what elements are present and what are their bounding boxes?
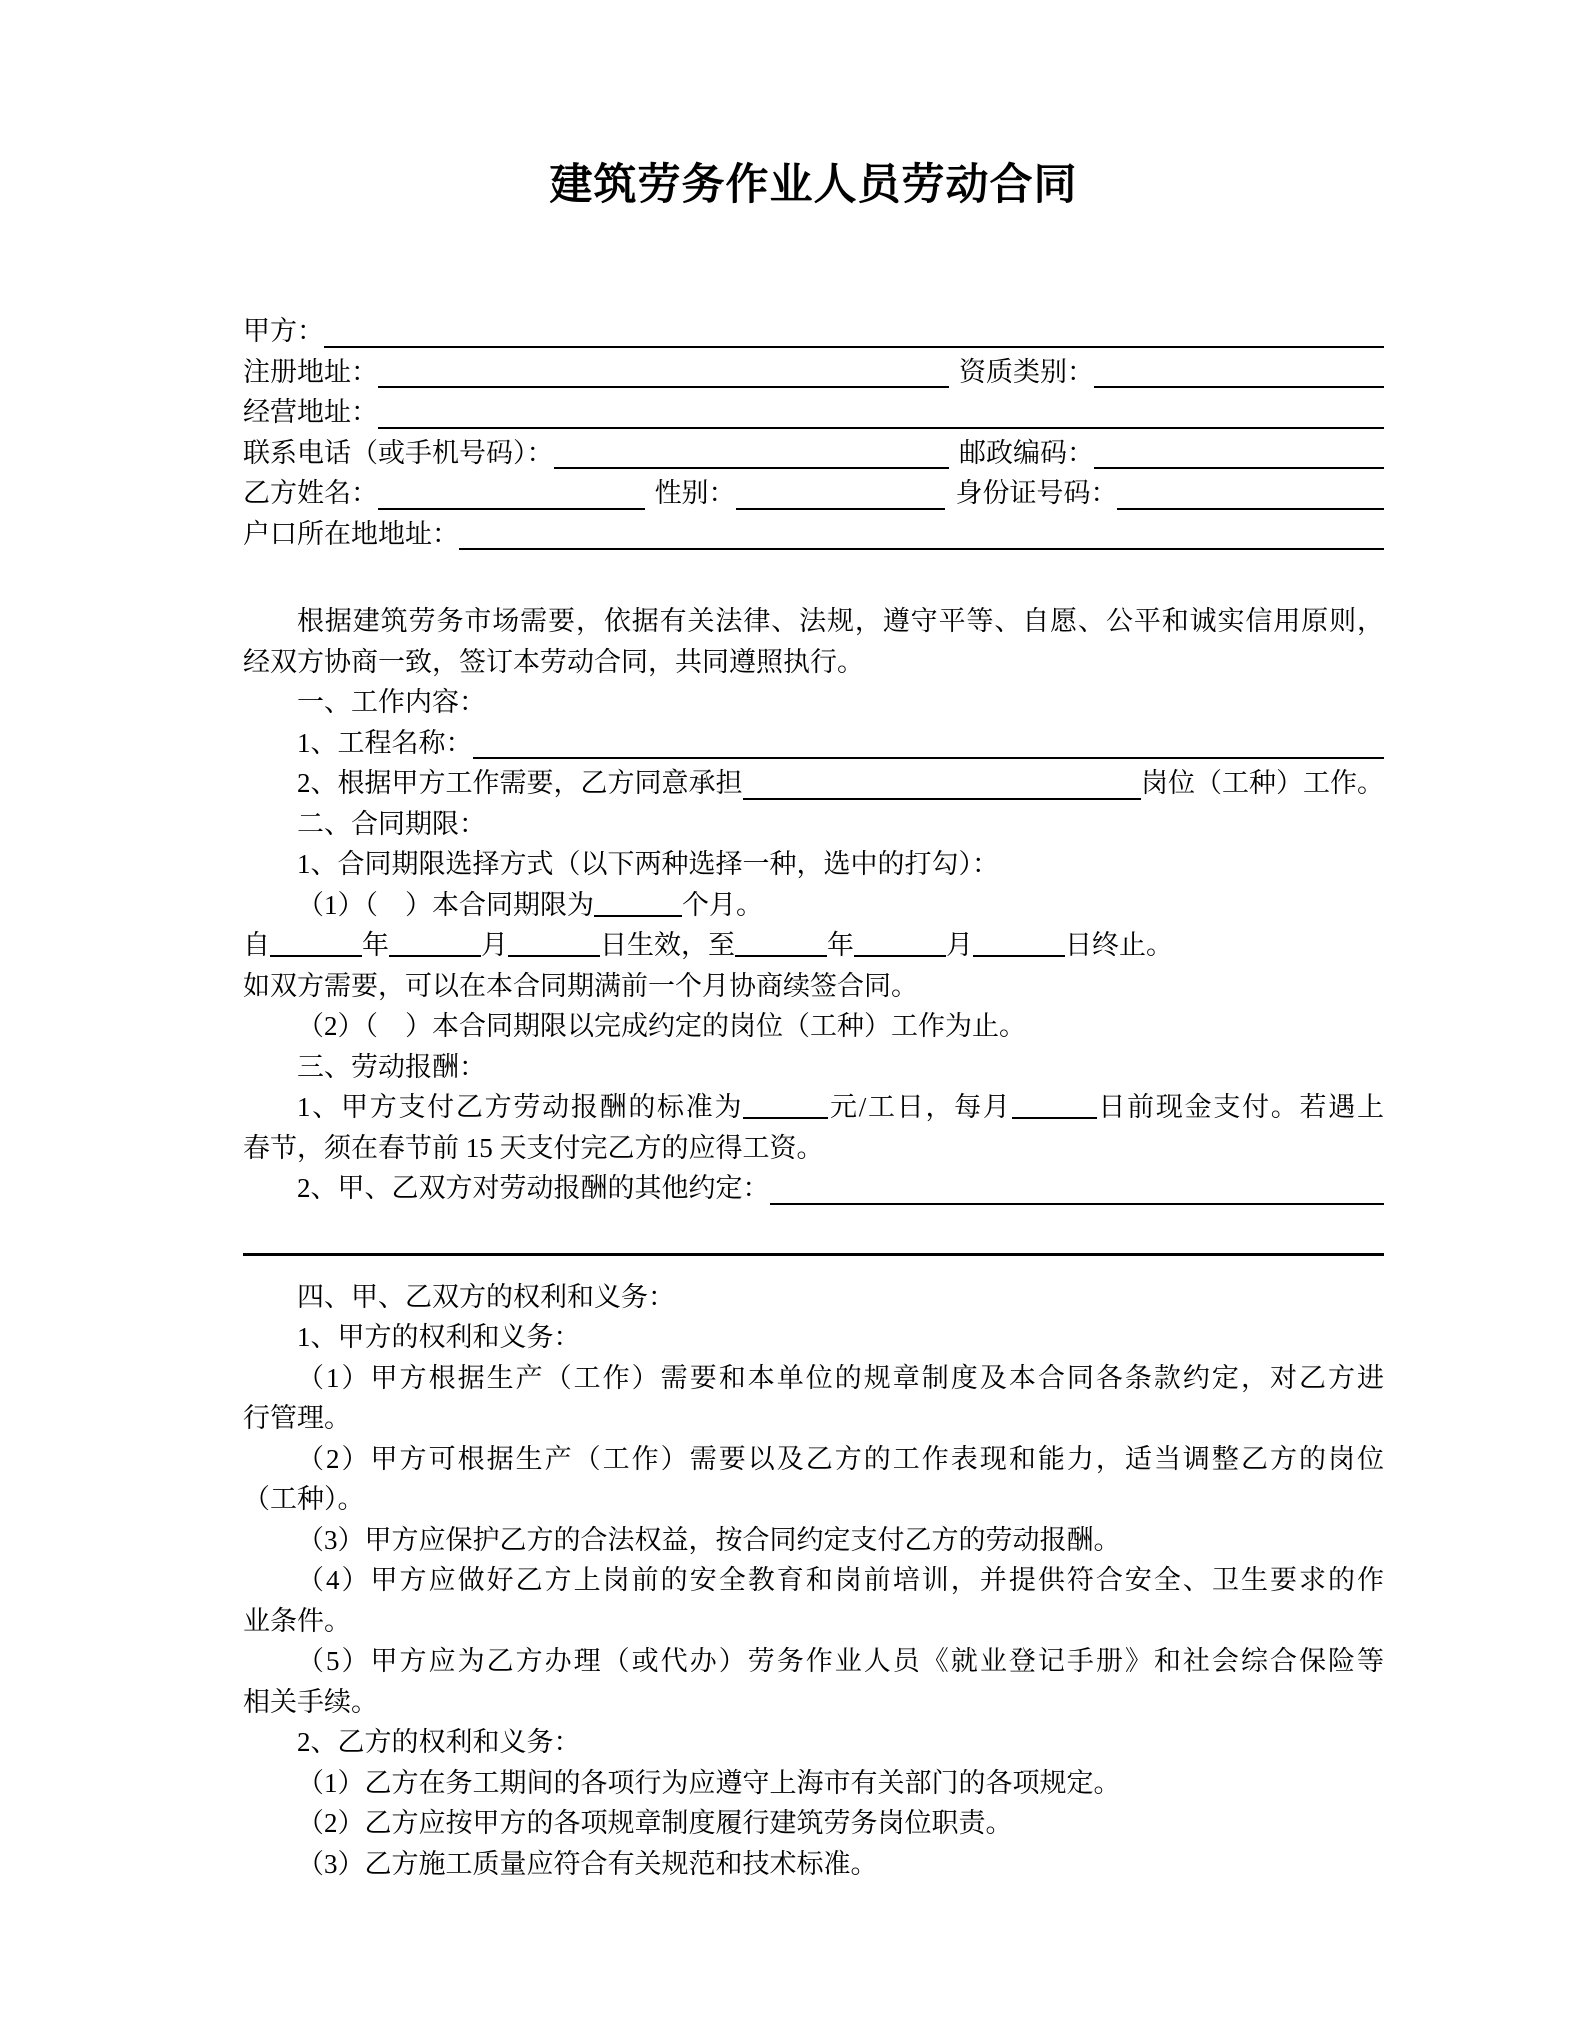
page-separator-line: [243, 1253, 1384, 1256]
other-agreement-blank-line: [770, 1203, 1385, 1205]
household-address-label: 户口所在地地址：: [243, 518, 459, 549]
id-number-blank-line: [1117, 508, 1384, 510]
term-option1-row: [243, 885, 1384, 926]
preamble-line-2: 经双方协商一致，签订本劳动合同，共同遵照执行。: [243, 646, 864, 677]
other-agreement-row: [243, 1168, 1384, 1209]
term-option1-pre: （1）（ ）本合同期限为: [297, 889, 594, 920]
validity-effective-label: 日生效，至: [600, 930, 735, 960]
party-a-duty-4-line-1: （4）甲方应做好乙方上岗前的安全教育和岗前培训，并提供符合安全、卫生要求的作: [297, 1565, 1384, 1595]
position-clause-post: 岗位（工种）工作。: [1141, 768, 1384, 798]
party-b-name-label: 乙方姓名：: [243, 478, 378, 508]
registered-address-label: 注册地址：: [243, 356, 378, 387]
term-choice-clause: 1、合同期限选择方式（以下两种选择一种，选中的打勾）：: [297, 849, 999, 879]
validity-month-label-1: 月: [481, 930, 508, 960]
party-b-duty-3: （3）乙方施工质量应符合有关规范和技术标准。: [297, 1848, 878, 1879]
contract-body: [243, 601, 1384, 1884]
party-b-duties-heading: 2、乙方的权利和义务：: [297, 1727, 581, 1757]
end-year-blank-line: [735, 953, 827, 957]
qualification-blank-line: [1094, 386, 1384, 388]
start-day-blank-line: [508, 953, 600, 957]
section2-heading: 二、合同期限：: [297, 808, 486, 839]
party-a-duty-1-line-1: （1）甲方根据生产（工作）需要和本单位的规章制度及本合同各条款约定，对乙方进: [297, 1362, 1384, 1393]
phone-label: 联系电话（或手机号码）：: [243, 437, 554, 468]
project-name-blank-line: [473, 757, 1385, 759]
position-blank-line: [743, 798, 1142, 800]
household-address-blank-line: [459, 548, 1384, 550]
business-address-row: [243, 392, 1384, 433]
party-a-duty-2-line-2: （工种）。: [243, 1484, 365, 1514]
end-month-blank-line: [854, 953, 946, 957]
party-a-blank-line: [324, 346, 1384, 348]
party-a-duty-4-line-2: 业条件。: [243, 1605, 351, 1636]
pay-day-blank-line: [1012, 1115, 1097, 1119]
term-validity-row: [243, 925, 1384, 966]
business-address-blank-line: [378, 427, 1384, 429]
validity-month-label-2: 月: [946, 930, 973, 960]
phone-row: [243, 433, 1384, 474]
party-a-duty-2-line-1: （2）甲方可根据生产（工作）需要以及乙方的工作表现和能力，适当调整乙方的岗位: [297, 1443, 1384, 1474]
id-number-label: 身份证号码：: [955, 478, 1118, 508]
start-month-blank-line: [389, 953, 481, 957]
section3-heading: 三、劳动报酬：: [297, 1051, 486, 1082]
salary-clause-mid: 元/工日，每月: [828, 1092, 1012, 1122]
postal-code-blank-line: [1094, 467, 1384, 469]
party-b-name-blank-line: [378, 508, 645, 510]
phone-blank-line: [554, 467, 950, 469]
contract-title: 建筑劳务作业人员劳动合同: [549, 162, 1078, 209]
salary-clause-pre: 1、甲方支付乙方劳动报酬的标准为: [297, 1092, 744, 1122]
salary-clause-line-2: 春节，须在春节前 15 天支付完乙方的应得工资。: [243, 1132, 824, 1163]
other-agreement-label: 2、甲、乙双方对劳动报酬的其他约定：: [297, 1173, 770, 1203]
validity-from-label: 自: [243, 930, 270, 960]
party-a-duty-5-line-1: （5）甲方应为乙方办理（或代办）劳务作业人员《就业登记手册》和社会综合保险等: [297, 1646, 1384, 1676]
party-a-duties-heading: 1、甲方的权利和义务：: [297, 1322, 581, 1352]
section1-heading: 一、工作内容：: [297, 687, 486, 717]
qualification-label: 资质类别：: [959, 356, 1094, 387]
salary-clause-line-1: [243, 1087, 1384, 1128]
validity-terminate-label: 日终止。: [1065, 930, 1173, 960]
section4-heading: 四、甲、乙双方的权利和义务：: [297, 1281, 675, 1312]
party-info-section: [243, 311, 1384, 554]
household-address-row: [243, 514, 1384, 555]
party-a-duty-3: （3）甲方应保护乙方的合法权益，按合同约定支付乙方的劳动报酬。: [297, 1524, 1121, 1555]
party-a-row: [243, 311, 1384, 352]
business-address-label: 经营地址：: [243, 397, 378, 427]
term-option1-post: 个月。: [682, 889, 763, 920]
party-a-duty-1-line-2: 行管理。: [243, 1403, 351, 1433]
postal-code-label: 邮政编码：: [959, 437, 1094, 468]
registered-address-blank-line: [378, 386, 949, 388]
renewal-clause: 如双方需要，可以在本合同期满前一个月协商续签合同。: [243, 970, 918, 1001]
party-a-duty-5-line-2: 相关手续。: [243, 1686, 378, 1717]
salary-amount-blank-line: [743, 1115, 828, 1119]
registered-address-row: [243, 352, 1384, 393]
project-name-label: 1、工程名称：: [297, 727, 473, 758]
position-clause-pre: 2、根据甲方工作需要，乙方同意承担: [297, 768, 743, 798]
position-row: [243, 763, 1384, 804]
party-b-duty-2: （2）乙方应按甲方的各项规章制度履行建筑劳务岗位职责。: [297, 1808, 1013, 1838]
validity-year-label-2: 年: [827, 930, 854, 960]
gender-blank-line: [736, 508, 946, 510]
start-year-blank-line: [270, 953, 362, 957]
term-option2-row: （2）（ ）本合同期限以完成约定的岗位（工种）工作为止。: [297, 1011, 1026, 1041]
party-b-duty-1: （1）乙方在务工期间的各项行为应遵守上海市有关部门的各项规定。: [297, 1767, 1121, 1798]
preamble-line-1: 根据建筑劳务市场需要，依据有关法律、法规，遵守平等、自愿、公平和诚实信用原则，: [297, 606, 1384, 636]
party-a-label: 甲方：: [243, 316, 324, 346]
end-day-blank-line: [973, 953, 1065, 957]
salary-clause-post: 日前现金支付。若遇上: [1096, 1092, 1385, 1122]
section4: [243, 1277, 1384, 1885]
term-months-blank-line: [594, 913, 682, 917]
party-b-row: [243, 473, 1384, 514]
validity-year-label-1: 年: [362, 930, 389, 960]
project-name-row: [243, 723, 1384, 764]
gender-label: 性别：: [654, 478, 736, 508]
